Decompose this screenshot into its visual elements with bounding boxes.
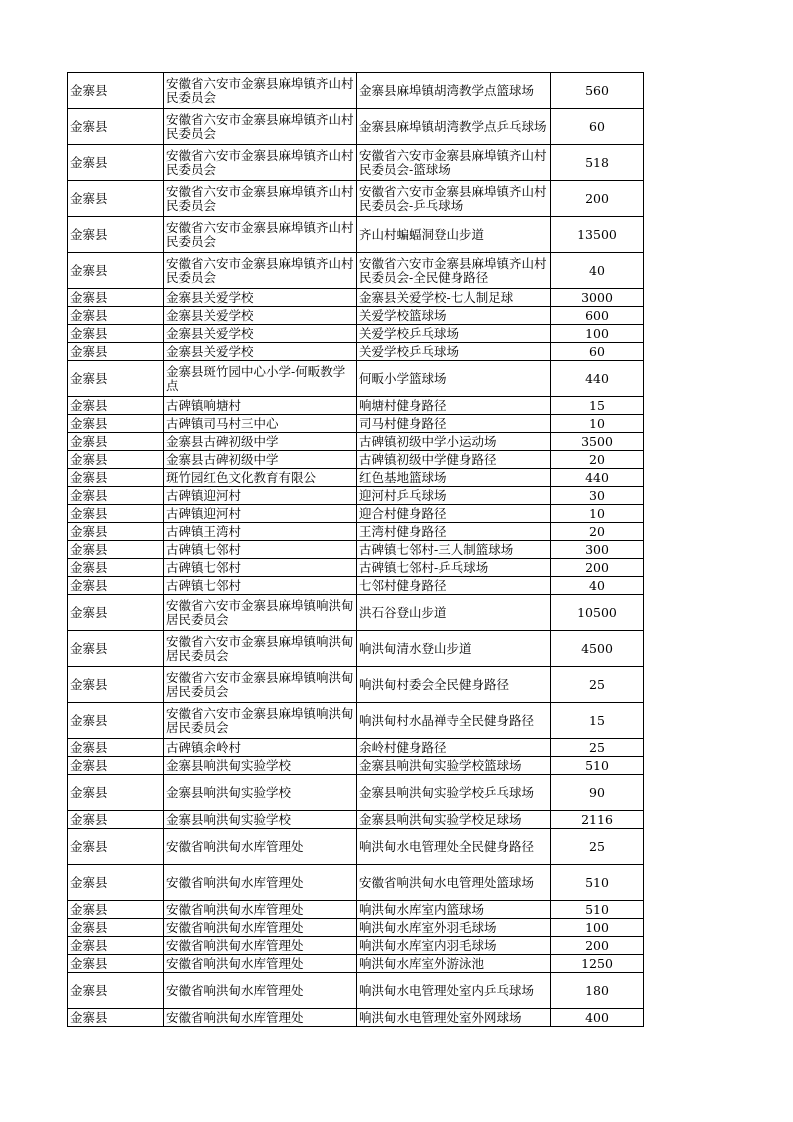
area-cell: 200 [551, 559, 644, 577]
area-cell: 25 [551, 739, 644, 757]
county-cell: 金寨县 [68, 757, 164, 775]
area-cell: 25 [551, 667, 644, 703]
area-cell: 20 [551, 523, 644, 541]
facility-cell: 关爱学校乒乓球场 [357, 325, 551, 343]
area-cell: 90 [551, 775, 644, 811]
facility-cell: 红色基地篮球场 [357, 469, 551, 487]
facility-cell: 何畈小学篮球场 [357, 361, 551, 397]
unit-cell: 古碑镇余岭村 [164, 739, 357, 757]
unit-cell: 安徽省六安市金寨县麻埠镇响洪甸居民委员会 [164, 667, 357, 703]
unit-cell: 安徽省六安市金寨县麻埠镇齐山村民委员会 [164, 217, 357, 253]
county-cell: 金寨县 [68, 775, 164, 811]
area-cell: 600 [551, 307, 644, 325]
county-cell: 金寨县 [68, 217, 164, 253]
county-cell: 金寨县 [68, 901, 164, 919]
table-row [68, 361, 644, 397]
area-cell: 40 [551, 577, 644, 595]
unit-cell: 金寨县关爱学校 [164, 343, 357, 361]
facility-cell: 金寨县麻埠镇胡湾教学点篮球场 [357, 73, 551, 109]
table-row [68, 73, 644, 109]
unit-cell: 安徽省响洪甸水库管理处 [164, 865, 357, 901]
area-cell: 10 [551, 415, 644, 433]
county-cell: 金寨县 [68, 919, 164, 937]
area-cell: 20 [551, 451, 644, 469]
facility-cell: 响洪甸村委会全民健身路径 [357, 667, 551, 703]
facility-cell: 关爱学校乒乓球场 [357, 343, 551, 361]
area-cell: 100 [551, 325, 644, 343]
table-row [68, 325, 644, 343]
county-cell: 金寨县 [68, 973, 164, 1009]
facility-cell: 金寨县麻埠镇胡湾教学点乒乓球场 [357, 109, 551, 145]
area-cell: 40 [551, 253, 644, 289]
unit-cell: 金寨县响洪甸实验学校 [164, 757, 357, 775]
county-cell: 金寨县 [68, 829, 164, 865]
unit-cell: 安徽省六安市金寨县麻埠镇响洪甸居民委员会 [164, 703, 357, 739]
facility-cell: 余岭村健身路径 [357, 739, 551, 757]
facility-cell: 响洪甸水电管理处室外网球场 [357, 1009, 551, 1027]
facility-cell: 响洪甸水电管理处全民健身路径 [357, 829, 551, 865]
unit-cell: 安徽省响洪甸水库管理处 [164, 919, 357, 937]
table-row [68, 181, 644, 217]
county-cell: 金寨县 [68, 451, 164, 469]
unit-cell: 金寨县古碑初级中学 [164, 433, 357, 451]
table-row [68, 1009, 644, 1027]
facility-cell: 关爱学校篮球场 [357, 307, 551, 325]
unit-cell: 安徽省响洪甸水库管理处 [164, 901, 357, 919]
area-cell: 300 [551, 541, 644, 559]
unit-cell: 斑竹园红色文化教育有限公 [164, 469, 357, 487]
area-cell: 60 [551, 343, 644, 361]
unit-cell: 安徽省六安市金寨县麻埠镇响洪甸居民委员会 [164, 631, 357, 667]
county-cell: 金寨县 [68, 595, 164, 631]
unit-cell: 安徽省响洪甸水库管理处 [164, 973, 357, 1009]
unit-cell: 古碑镇司马村三中心 [164, 415, 357, 433]
facility-cell: 迎合村健身路径 [357, 505, 551, 523]
facility-cell: 齐山村蝙蝠洞登山步道 [357, 217, 551, 253]
table-body [68, 73, 644, 1027]
unit-cell: 安徽省六安市金寨县麻埠镇齐山村民委员会 [164, 73, 357, 109]
unit-cell: 金寨县关爱学校 [164, 307, 357, 325]
table-row [68, 901, 644, 919]
table-row [68, 397, 644, 415]
county-cell: 金寨县 [68, 73, 164, 109]
table-row [68, 433, 644, 451]
county-cell: 金寨县 [68, 487, 164, 505]
county-cell: 金寨县 [68, 703, 164, 739]
county-cell: 金寨县 [68, 361, 164, 397]
county-cell: 金寨县 [68, 181, 164, 217]
unit-cell: 金寨县古碑初级中学 [164, 451, 357, 469]
unit-cell: 安徽省六安市金寨县麻埠镇齐山村民委员会 [164, 253, 357, 289]
table-row [68, 631, 644, 667]
county-cell: 金寨县 [68, 505, 164, 523]
facility-cell: 王湾村健身路径 [357, 523, 551, 541]
county-cell: 金寨县 [68, 577, 164, 595]
county-cell: 金寨县 [68, 253, 164, 289]
unit-cell: 古碑镇七邻村 [164, 541, 357, 559]
facility-cell: 迎河村乒乓球场 [357, 487, 551, 505]
unit-cell: 安徽省响洪甸水库管理处 [164, 829, 357, 865]
facility-cell: 洪石谷登山步道 [357, 595, 551, 631]
table-row [68, 523, 644, 541]
county-cell: 金寨县 [68, 415, 164, 433]
table-row [68, 343, 644, 361]
area-cell: 10500 [551, 595, 644, 631]
table-row [68, 937, 644, 955]
area-cell: 2116 [551, 811, 644, 829]
county-cell: 金寨县 [68, 811, 164, 829]
area-cell: 30 [551, 487, 644, 505]
unit-cell: 安徽省响洪甸水库管理处 [164, 937, 357, 955]
unit-cell: 金寨县响洪甸实验学校 [164, 811, 357, 829]
county-cell: 金寨县 [68, 937, 164, 955]
facility-cell: 金寨县响洪甸实验学校篮球场 [357, 757, 551, 775]
facility-cell: 响洪甸水库室外羽毛球场 [357, 919, 551, 937]
area-cell: 400 [551, 1009, 644, 1027]
area-cell: 200 [551, 181, 644, 217]
table-row [68, 217, 644, 253]
county-cell: 金寨县 [68, 145, 164, 181]
county-cell: 金寨县 [68, 469, 164, 487]
area-cell: 13500 [551, 217, 644, 253]
area-cell: 518 [551, 145, 644, 181]
facility-cell: 金寨县响洪甸实验学校足球场 [357, 811, 551, 829]
county-cell: 金寨县 [68, 433, 164, 451]
county-cell: 金寨县 [68, 559, 164, 577]
unit-cell: 古碑镇七邻村 [164, 577, 357, 595]
county-cell: 金寨县 [68, 325, 164, 343]
table-row [68, 109, 644, 145]
facility-cell: 古碑镇初级中学健身路径 [357, 451, 551, 469]
unit-cell: 古碑镇迎河村 [164, 487, 357, 505]
county-cell: 金寨县 [68, 109, 164, 145]
county-cell: 金寨县 [68, 289, 164, 307]
table-row [68, 253, 644, 289]
facility-cell: 响洪甸水电管理处室内乒乓球场 [357, 973, 551, 1009]
unit-cell: 金寨县响洪甸实验学校 [164, 775, 357, 811]
table-row [68, 667, 644, 703]
table-row [68, 703, 644, 739]
table-row [68, 415, 644, 433]
table-row [68, 505, 644, 523]
unit-cell: 古碑镇七邻村 [164, 559, 357, 577]
facility-cell: 司马村健身路径 [357, 415, 551, 433]
county-cell: 金寨县 [68, 343, 164, 361]
county-cell: 金寨县 [68, 955, 164, 973]
table-row [68, 811, 644, 829]
area-cell: 510 [551, 901, 644, 919]
county-cell: 金寨县 [68, 397, 164, 415]
facility-cell: 古碑镇初级中学小运动场 [357, 433, 551, 451]
unit-cell: 安徽省响洪甸水库管理处 [164, 1009, 357, 1027]
county-cell: 金寨县 [68, 667, 164, 703]
table-row [68, 451, 644, 469]
area-cell: 60 [551, 109, 644, 145]
table-row [68, 145, 644, 181]
facility-cell: 古碑镇七邻村-三人制篮球场 [357, 541, 551, 559]
table-row [68, 865, 644, 901]
table-row [68, 541, 644, 559]
facility-cell: 响洪甸水库室外游泳池 [357, 955, 551, 973]
unit-cell: 安徽省响洪甸水库管理处 [164, 955, 357, 973]
facility-cell: 七邻村健身路径 [357, 577, 551, 595]
unit-cell: 古碑镇王湾村 [164, 523, 357, 541]
table-row [68, 559, 644, 577]
table-row [68, 829, 644, 865]
county-cell: 金寨县 [68, 541, 164, 559]
table-row [68, 955, 644, 973]
table-row [68, 973, 644, 1009]
area-cell: 4500 [551, 631, 644, 667]
area-cell: 15 [551, 703, 644, 739]
facility-cell: 响洪甸水库室内篮球场 [357, 901, 551, 919]
unit-cell: 安徽省六安市金寨县麻埠镇齐山村民委员会 [164, 145, 357, 181]
area-cell: 440 [551, 469, 644, 487]
facility-cell: 古碑镇七邻村-乒乓球场 [357, 559, 551, 577]
area-cell: 3000 [551, 289, 644, 307]
table-row [68, 757, 644, 775]
unit-cell: 金寨县关爱学校 [164, 325, 357, 343]
county-cell: 金寨县 [68, 631, 164, 667]
county-cell: 金寨县 [68, 307, 164, 325]
facility-cell: 金寨县响洪甸实验学校乒乓球场 [357, 775, 551, 811]
table-row [68, 595, 644, 631]
facility-cell: 安徽省响洪甸水电管理处篮球场 [357, 865, 551, 901]
unit-cell: 安徽省六安市金寨县麻埠镇齐山村民委员会 [164, 181, 357, 217]
area-cell: 3500 [551, 433, 644, 451]
county-cell: 金寨县 [68, 523, 164, 541]
area-cell: 180 [551, 973, 644, 1009]
area-cell: 440 [551, 361, 644, 397]
unit-cell: 安徽省六安市金寨县麻埠镇齐山村民委员会 [164, 109, 357, 145]
area-cell: 1250 [551, 955, 644, 973]
area-cell: 100 [551, 919, 644, 937]
unit-cell: 金寨县斑竹园中心小学-何畈教学点 [164, 361, 357, 397]
table-row [68, 307, 644, 325]
facility-cell: 安徽省六安市金寨县麻埠镇齐山村民委员会-全民健身路径 [357, 253, 551, 289]
facility-cell: 响塘村健身路径 [357, 397, 551, 415]
unit-cell: 古碑镇响塘村 [164, 397, 357, 415]
area-cell: 510 [551, 757, 644, 775]
area-cell: 10 [551, 505, 644, 523]
facility-cell: 金寨县关爱学校-七人制足球 [357, 289, 551, 307]
county-cell: 金寨县 [68, 865, 164, 901]
area-cell: 510 [551, 865, 644, 901]
table-row [68, 739, 644, 757]
table-row [68, 577, 644, 595]
county-cell: 金寨县 [68, 739, 164, 757]
table-row [68, 775, 644, 811]
facility-cell: 安徽省六安市金寨县麻埠镇齐山村民委员会-乒乓球场 [357, 181, 551, 217]
table-row [68, 469, 644, 487]
area-cell: 200 [551, 937, 644, 955]
area-cell: 15 [551, 397, 644, 415]
facility-table [67, 72, 644, 1027]
area-cell: 560 [551, 73, 644, 109]
table-row [68, 289, 644, 307]
table-row [68, 919, 644, 937]
unit-cell: 金寨县关爱学校 [164, 289, 357, 307]
facility-cell: 响洪甸村水晶禅寺全民健身路径 [357, 703, 551, 739]
unit-cell: 安徽省六安市金寨县麻埠镇响洪甸居民委员会 [164, 595, 357, 631]
area-cell: 25 [551, 829, 644, 865]
facility-cell: 安徽省六安市金寨县麻埠镇齐山村民委员会-篮球场 [357, 145, 551, 181]
county-cell: 金寨县 [68, 1009, 164, 1027]
unit-cell: 古碑镇迎河村 [164, 505, 357, 523]
table-row [68, 487, 644, 505]
facility-cell: 响洪甸水库室内羽毛球场 [357, 937, 551, 955]
facility-cell: 响洪甸清水登山步道 [357, 631, 551, 667]
